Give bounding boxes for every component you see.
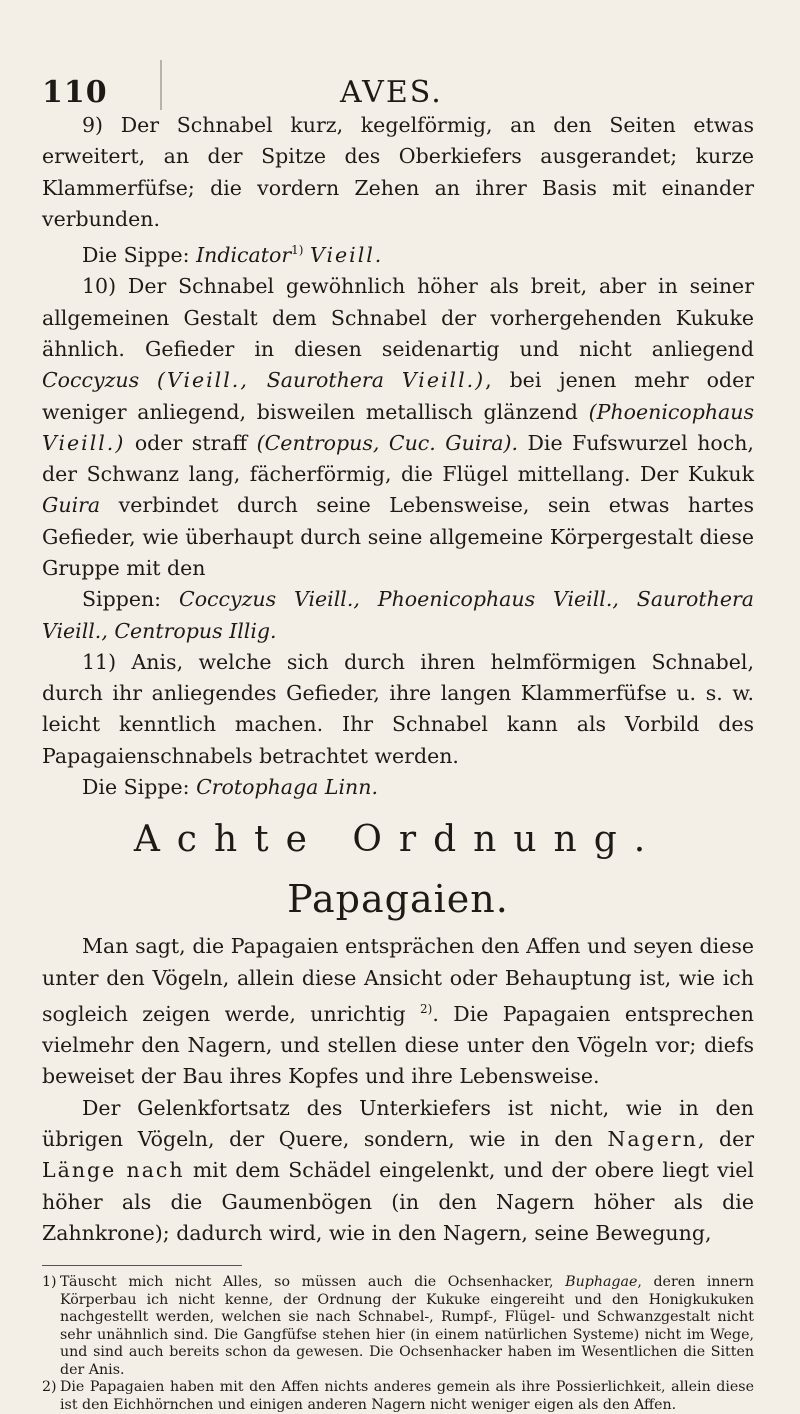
genus-name: Saurothera [266,368,384,393]
author-name: (Vieill., [157,368,249,393]
emphasis-term: Länge nach [42,1158,185,1183]
footnote-mark: 2) [42,1379,57,1396]
footnote-ref: 2) [420,1001,433,1016]
genus-name: Coccyzus [42,368,140,393]
paragraph-11-text: 11) Anis, welche sich durch ihren helmförmigen Schnabel, durch ihr anliegendes Gefieder, ihre langen Klammerfüfse u. s. w. leicht kenntlich machen. Ihr Schnabel kann als Vorbild des Papagaienschnabels betrachtet werden. [42,649,754,768]
footnote-1-text-b: , deren innern Körperbau ich nicht kenne, der Ordnung der Kukuke eingereiht und den Honigkukuken nachgestellt werden, welchen sie nach Schnabel-, Rumpf-, Flügel- und Schwanzgestalt nicht sehr unähnlich sind. Die Gangfüfse stehen hier (in einem natürlichen Systeme) nicht im Wege, und sind auch bereits schon da gewesen. Die Ochsenhacker haben im Wesentlichen die Sitten der Anis. [60,1274,754,1378]
paragraph-11 [42,647,754,772]
order-heading: Achte Ordnung. [133,819,663,861]
paragraph-10-text-c: oder straff [134,430,248,455]
footnote-1-text-a: Täuscht mich nicht Alles, so müssen auch die Ochsenhacker, [60,1274,554,1291]
gutter-shadow [160,60,162,110]
paragraph-12-text-a: Man sagt, die Papagaien entsprächen den Affen und seyen diese unter den Vögeln, allein diese Ansicht oder Behauptung ist, wie ich sogleich zeigen werde, unrichtig [42,934,754,1026]
paragraph-12 [42,931,754,1092]
paragraph-10-text-b: , bei jenen mehr oder weniger anliegend, bisweilen metallisch glänzend [42,368,754,424]
genus-name: Indicator [196,243,292,268]
genus-name: Guira [42,493,101,518]
footnote-ref: 1) [291,243,304,258]
sippe-crotophaga [42,772,754,803]
genus-name: Buphagae [565,1274,638,1291]
footnote-2 [42,1379,754,1414]
footnote-mark: 1) [42,1274,57,1291]
section-title: Papagaien. [287,877,509,922]
footnote-2-text: Die Papagaien haben mit den Affen nichts anderes gemein als ihre Possierlichkeit, allein diese ist den Eichhörnchen und einigen anderen Nagern nicht weniger eigen als den Affen. [60,1379,754,1413]
author-name: Vieill.) [42,430,126,455]
paragraph-10-text-e: verbindet durch seine Lebensweise, sein etwas hartes Gefieder, wie überhaupt durch seine allgemeine Körpergestalt diese Gruppe mit den [42,493,754,580]
paragraph-13-text-c: mit dem Schädel eingelenkt, und der obere liegt viel höher als die Gaumenbögen (in den Nagern höher als die Zahnkrone); dadurch wird, wie in den Nagern, seine Bewegung, [42,1158,754,1245]
paragraph-10-text-d: Die Fufswurzel hoch, der Schwanz lang, fächerförmig, die Flügel mittellang. Der Kukuk [42,430,754,487]
footnote-rule [42,1265,242,1266]
sippen-label: Sippen: [82,587,162,612]
genus-name: (Phoenicophaus [588,399,754,424]
author-name: Vieill. [310,243,384,268]
paragraph-9 [42,110,754,235]
paragraph-10-text-a: 10) Der Schnabel gewöhnlich höher als breit, aber in seiner allgemeinen Gestalt dem Schnabel der vorhergehenden Kukuke ähnlich. Gefieder in diesen seidenartig und nicht anliegend [42,274,754,361]
emphasis-term: Nagern [607,1126,698,1151]
sippe-label: Die Sippe: [82,243,190,268]
paragraph-10 [42,271,754,584]
paragraph-9-text: 9) Der Schnabel kurz, kegelförmig, an den Seiten etwas erweitert, an der Spitze des Oberkiefers ausgerandet; kurze Klammerfüfse; die vordern Zehen an ihrer Basis mit einander verbunden. [42,113,754,231]
author-name: Vieill.) [401,368,486,393]
footnotes [42,1274,754,1414]
page-header [42,60,754,110]
genus-name: Crotophaga Linn. [196,775,378,800]
paragraph-12-text-b: . Die Papagaien entsprechen vielmehr den Nagern, und stellen diese unter den Vögeln vor; diefs beweiset der Bau ihres Kopfes und ihre Lebensweise. [42,1001,754,1089]
genus-list: Coccyzus Vieill., Phoenicophaus Vieill., Saurothera Vieill., Centropus Illig. [42,587,754,643]
sippen-list [42,584,754,647]
paragraph-13-text-b: , der [697,1126,754,1151]
page-number: 110 [42,75,108,110]
book-page [42,60,754,1414]
sippe-indicator [42,235,754,271]
paragraph-13-text-a: Der Gelenkfortsatz des Unterkiefers ist nicht, wie in den übrigen Vögeln, der Quere, sondern, wie in den [42,1095,754,1151]
genus-name: (Centropus, Cuc. Guira). [256,430,518,455]
main-text [42,110,754,1249]
footnote-1 [42,1274,754,1379]
paragraph-13 [42,1093,754,1249]
sippe-label: Die Sippe: [82,775,190,800]
running-title: AVES. [340,75,443,110]
